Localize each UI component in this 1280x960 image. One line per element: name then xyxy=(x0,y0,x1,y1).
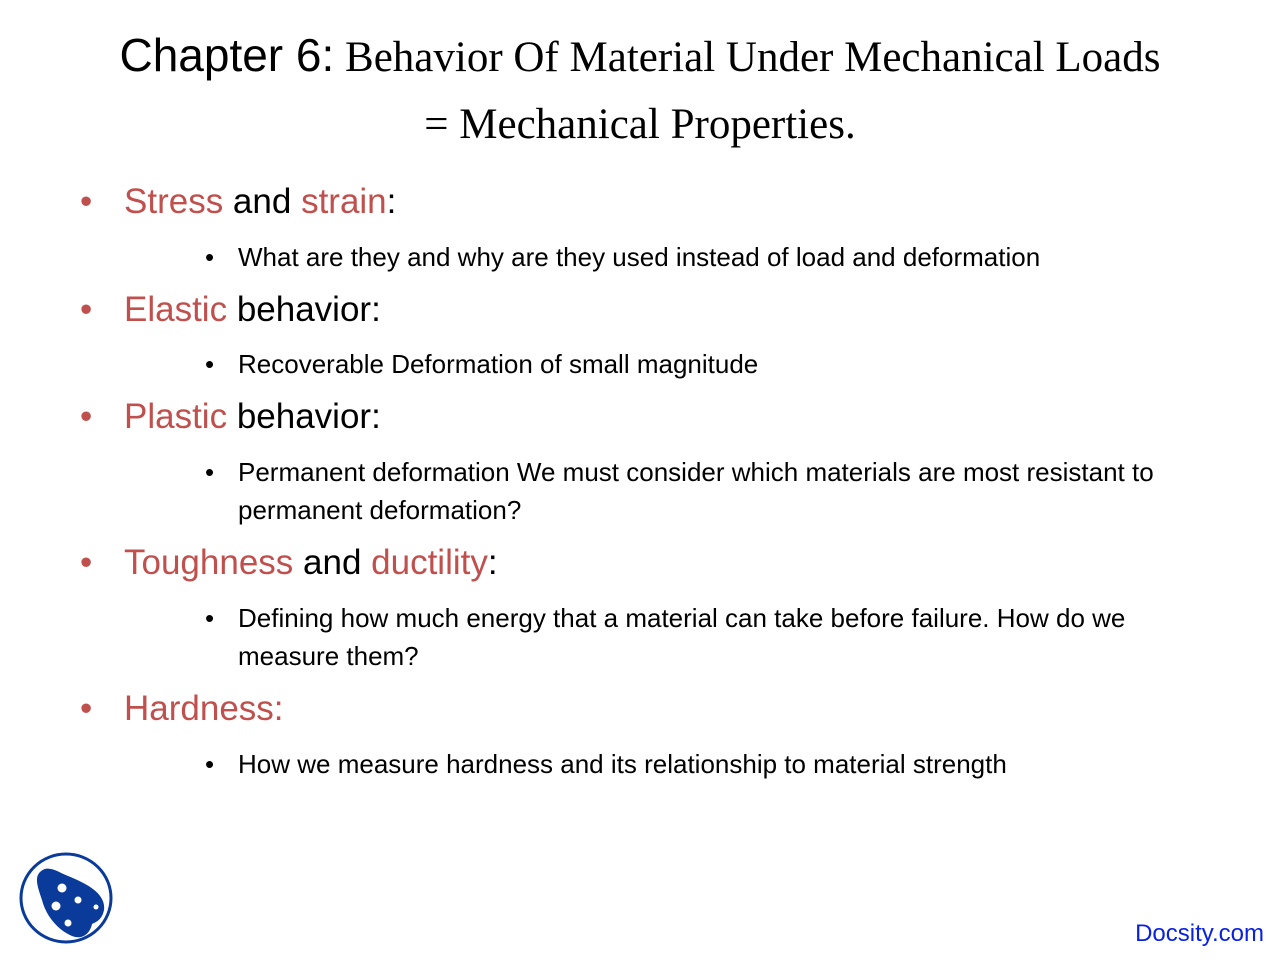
sub-text: How we measure hardness and its relationship to material strength xyxy=(238,749,1007,779)
text: : xyxy=(487,543,498,582)
sub-bullet xyxy=(205,238,1215,276)
bullet-dot: • xyxy=(80,543,93,582)
term: ductility xyxy=(371,543,488,582)
bullet-dot: • xyxy=(205,349,215,379)
term: Plastic xyxy=(124,397,228,436)
bullet-dot: • xyxy=(80,290,93,329)
bullet-toughness-ductility xyxy=(80,543,498,583)
docsity-link[interactable]: Docsity.com xyxy=(1135,920,1264,947)
sub-text: Defining how much energy that a material can take before failure. How do we measure them? xyxy=(238,603,1126,671)
text: behavior: xyxy=(227,397,381,436)
sub-bullet xyxy=(205,599,1215,675)
bullet-dot: • xyxy=(205,749,215,779)
text: and xyxy=(293,543,372,582)
slide-title xyxy=(0,26,1280,154)
bullet-dot: • xyxy=(80,689,93,728)
term: Hardness: xyxy=(124,689,284,728)
bullet-dot: • xyxy=(205,242,215,272)
sub-bullet xyxy=(205,345,1215,383)
sub-text: Permanent deformation We must consider which materials are most resistant to permanent deformation? xyxy=(238,457,1154,525)
bullet-dot: • xyxy=(80,397,93,436)
term: Stress xyxy=(124,182,224,221)
title-prefix: Chapter 6: xyxy=(119,29,335,81)
title-line2: = Mechanical Properties. xyxy=(424,101,856,148)
bullet-elastic xyxy=(80,290,381,330)
term: Elastic xyxy=(124,290,228,329)
title-line1: Behavior Of Material Under Mechanical Loads xyxy=(334,34,1161,81)
sub-text: What are they and why are they used instead of load and deformation xyxy=(238,242,1041,272)
docsity-logo-icon xyxy=(18,850,114,951)
bullet-dot: • xyxy=(205,457,215,487)
bullet-dot: • xyxy=(80,182,93,221)
text: behavior: xyxy=(227,290,381,329)
term: Toughness xyxy=(124,543,294,582)
text: and xyxy=(223,182,302,221)
sub-bullet xyxy=(205,453,1215,529)
bullet-dot: • xyxy=(205,603,215,633)
text: : xyxy=(386,182,397,221)
bullet-hardness xyxy=(80,689,284,729)
term: strain xyxy=(301,182,387,221)
bullet-stress-strain xyxy=(80,182,396,222)
bullet-plastic xyxy=(80,397,381,437)
sub-bullet xyxy=(205,745,1215,783)
sub-text: Recoverable Deformation of small magnitude xyxy=(238,349,759,379)
